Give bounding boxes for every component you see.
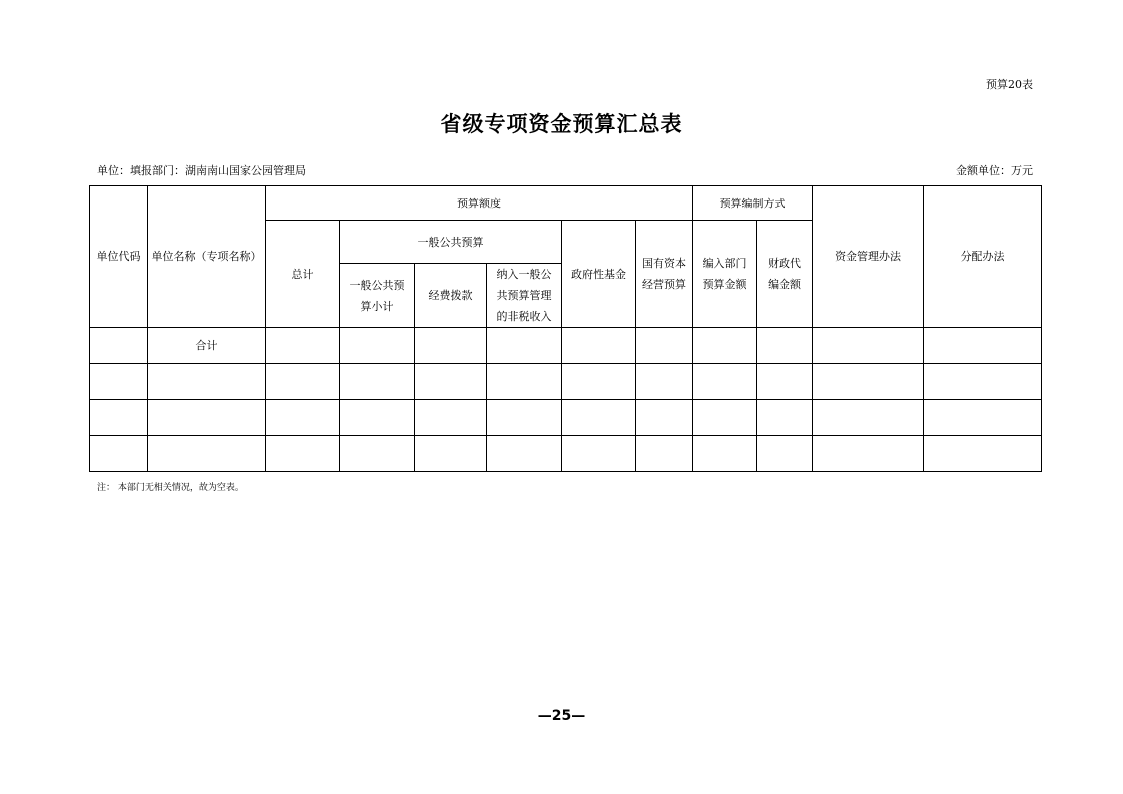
header-general-budget: 一般公共预算: [340, 221, 562, 264]
header-unit-name: 单位名称（专项名称）: [148, 186, 266, 328]
money-unit: 金额单位：万元: [956, 164, 1033, 177]
row-code: [90, 400, 148, 436]
header-gov-fund: 政府性基金: [562, 221, 636, 328]
header-nontax: 纳入一般公共预算管理的非税收入: [487, 264, 562, 328]
page-title: 省级专项资金预算汇总表: [440, 112, 683, 136]
header-appropriation: 经费拨款: [415, 264, 487, 328]
row-code: [90, 328, 148, 364]
budget-summary-table: [89, 185, 1042, 472]
header-dept-amount: 编入部门预算金额: [693, 221, 757, 328]
header-total: 总计: [266, 221, 340, 328]
row-name: [148, 400, 266, 436]
row-name: [148, 436, 266, 472]
row-code: [90, 436, 148, 472]
row-code: [90, 364, 148, 400]
page-number: —25—: [537, 708, 586, 724]
header-method: 预算编制方式: [693, 186, 813, 221]
table-row: [90, 436, 1042, 472]
table-row: [90, 328, 1042, 364]
header-mgmt: 资金管理办法: [813, 186, 924, 328]
reporting-unit: 单位：填报部门：湖南南山国家公园管理局: [97, 164, 306, 177]
header-general-subtotal: 一般公共预算小计: [340, 264, 415, 328]
row-name: 合计: [148, 328, 266, 364]
header-state-capital: 国有资本经营预算: [636, 221, 693, 328]
form-number: 预算20表: [986, 78, 1033, 91]
header-budget-amount: 预算额度: [266, 186, 693, 221]
row-name: [148, 364, 266, 400]
header-alloc: 分配办法: [924, 186, 1042, 328]
table-row: [90, 400, 1042, 436]
table-row: [90, 364, 1042, 400]
footnote: 注： 本部门无相关情况，故为空表。: [97, 483, 244, 493]
header-unit-code: 单位代码: [90, 186, 148, 328]
header-fin-amount: 财政代编金额: [757, 221, 813, 328]
